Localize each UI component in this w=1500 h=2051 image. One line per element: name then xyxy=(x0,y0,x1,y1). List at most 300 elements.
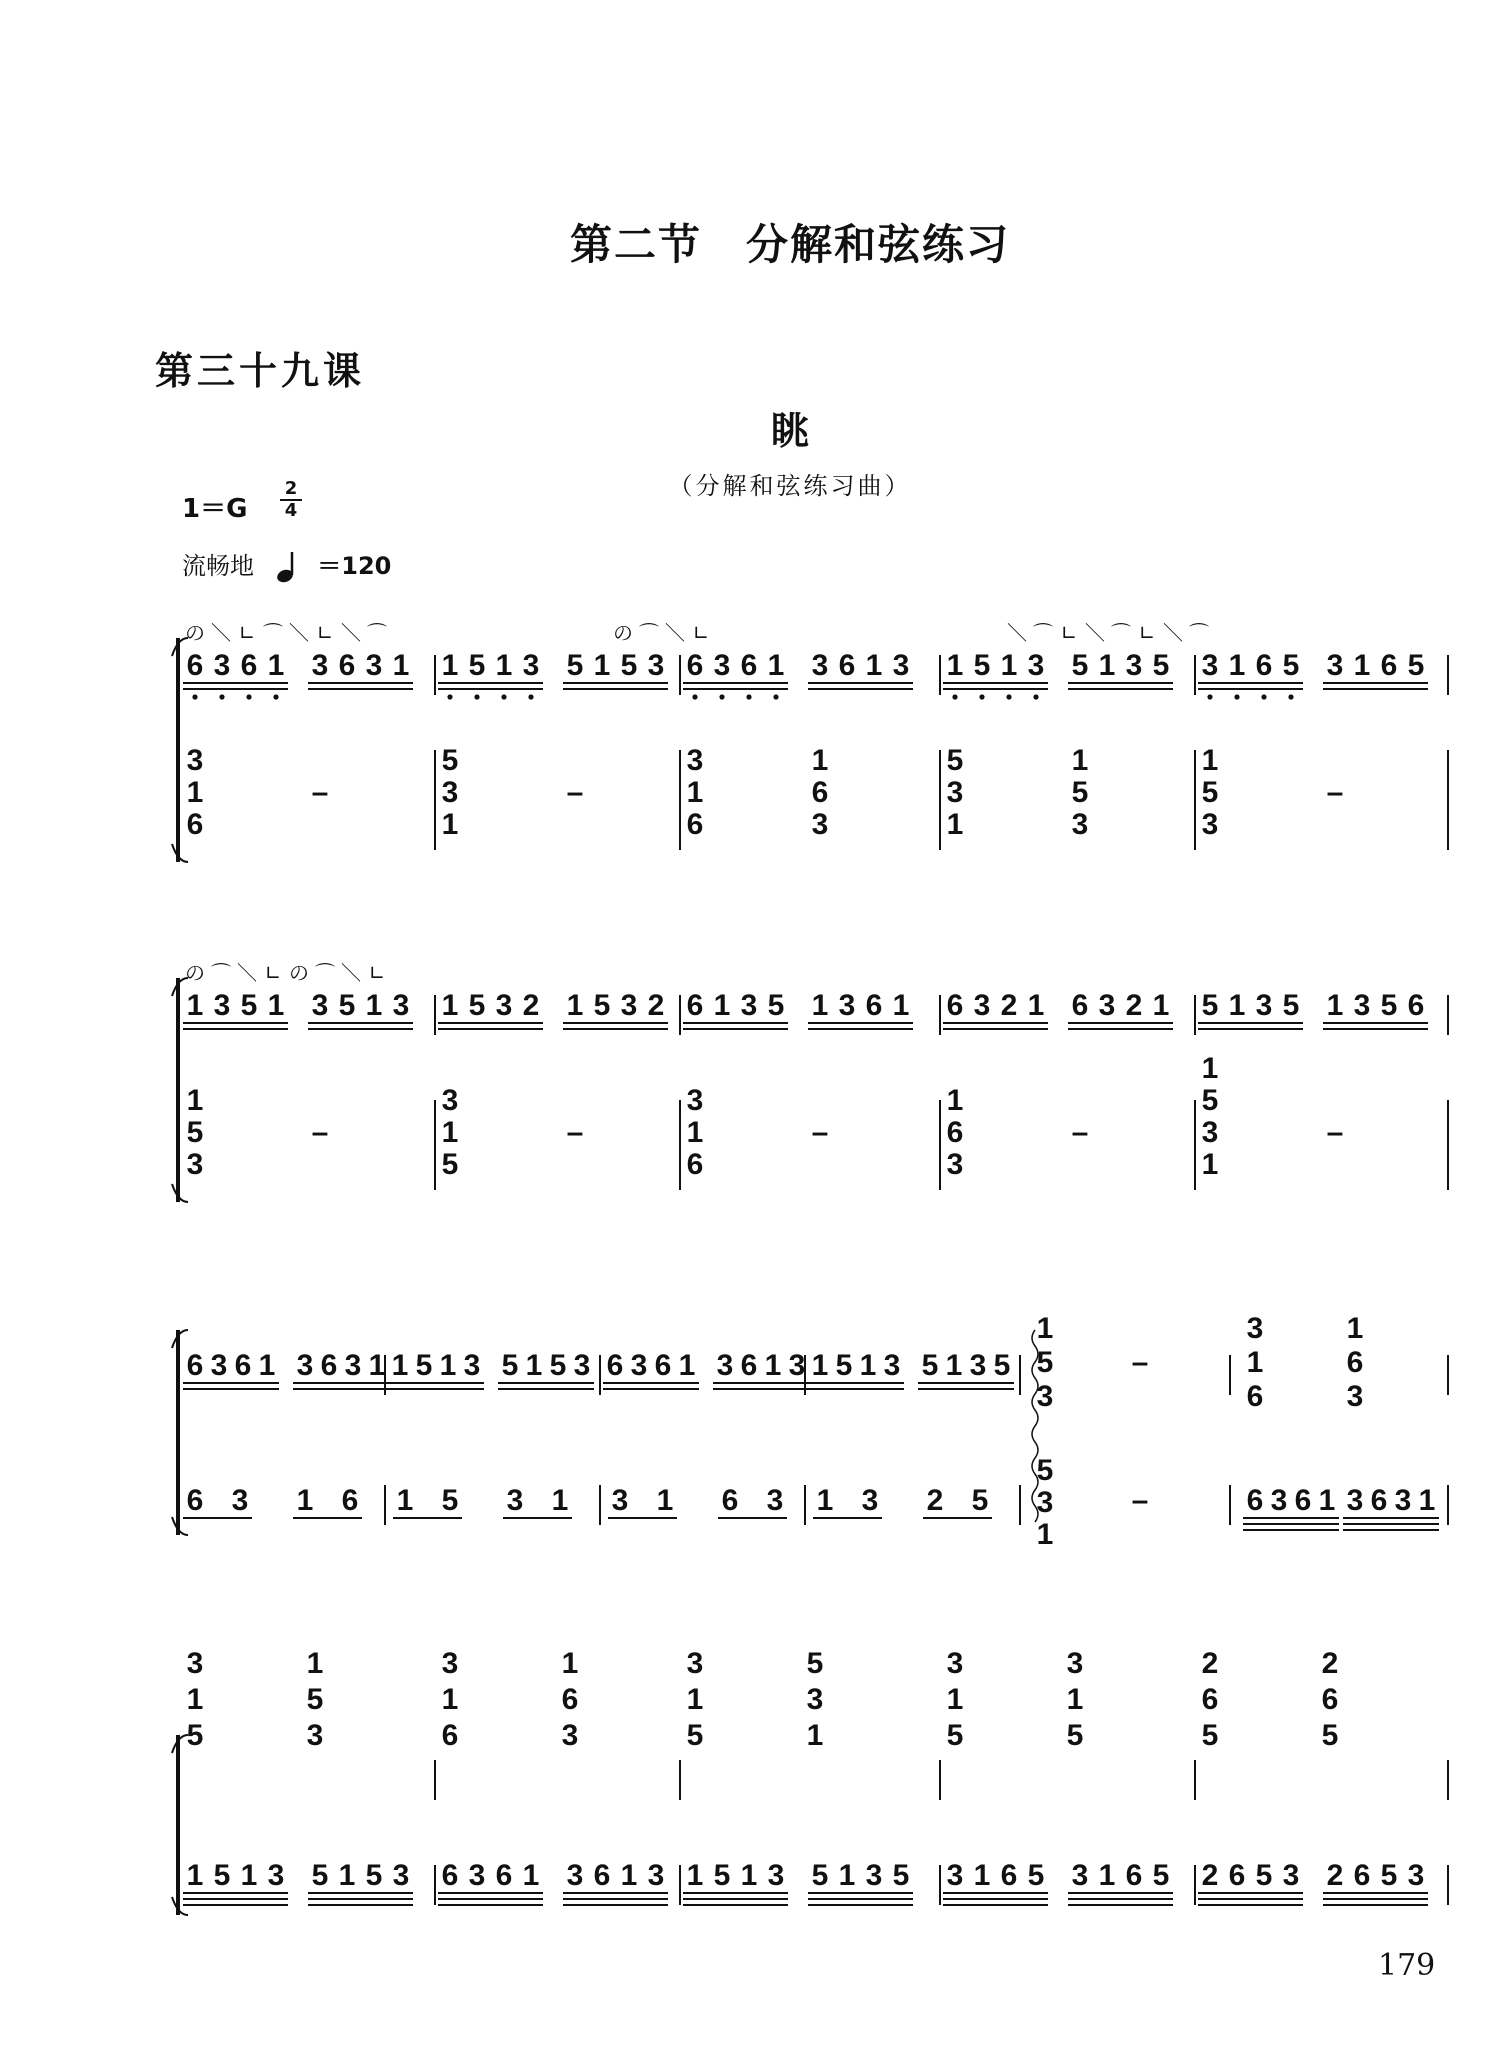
melody-note: 1 xyxy=(1228,989,1246,1022)
key-signature: 1＝G xyxy=(182,494,248,524)
technique-mark: ＼ xyxy=(1007,621,1027,645)
technique-mark: ∟ xyxy=(238,621,256,645)
melody-note: 1 xyxy=(686,1859,704,1892)
sustain-dash: – xyxy=(1131,1346,1149,1379)
chord-note: 1 xyxy=(186,1683,204,1716)
melody-note: 5 xyxy=(365,1859,383,1892)
melody-note: 3 xyxy=(267,1859,285,1892)
melody-note: 1 xyxy=(186,989,204,1022)
melody-note: 3 xyxy=(716,1349,734,1382)
technique-mark: ∟ xyxy=(1060,621,1078,645)
chord-note: 5 xyxy=(946,744,964,777)
melody-note: 3 xyxy=(788,1349,806,1382)
low-octave-dot xyxy=(219,694,224,699)
chord-note: 3 xyxy=(1066,1647,1084,1680)
chord-note: 2 xyxy=(1321,1647,1339,1680)
bass-note: 1 xyxy=(296,1484,314,1517)
melody-note: 3 xyxy=(468,1859,486,1892)
melody-note: 5 xyxy=(468,649,486,682)
melody-note: 1 xyxy=(620,1859,638,1892)
melody-note: 6 xyxy=(1125,1859,1143,1892)
chord-note: 5 xyxy=(441,1148,459,1181)
melody-note: 3 xyxy=(1407,1859,1425,1892)
chord-note: 1 xyxy=(806,1719,824,1752)
chord-note: 5 xyxy=(1321,1719,1339,1752)
melody-note: 5 xyxy=(311,1859,329,1892)
melody-note: 3 xyxy=(811,649,829,682)
lesson-title: 第三十九课 xyxy=(155,348,366,393)
melody-note: 1 xyxy=(267,989,285,1022)
chord-note: 1 xyxy=(441,808,459,841)
low-octave-dot xyxy=(1006,694,1011,699)
melody-note: 6 xyxy=(1353,1859,1371,1892)
bass-note: 3 xyxy=(231,1484,249,1517)
melody-note: 3 xyxy=(1270,1484,1288,1517)
melody-note: 1 xyxy=(392,649,410,682)
melody-note: 3 xyxy=(883,1349,901,1382)
chord-note: 3 xyxy=(441,1084,459,1117)
technique-mark: ＼ xyxy=(665,621,685,645)
melody-note: 6 xyxy=(1294,1484,1312,1517)
melody-note: 6 xyxy=(740,1349,758,1382)
melody-note: 3 xyxy=(892,649,910,682)
melody-note: 1 xyxy=(338,1859,356,1892)
chord-note: 5 xyxy=(306,1683,324,1716)
technique-mark: ∟ xyxy=(692,621,710,645)
melody-note: 3 xyxy=(344,1349,362,1382)
melody-note: 3 xyxy=(1125,649,1143,682)
time-signature-bottom: 4 xyxy=(284,500,298,521)
melody-note: 3 xyxy=(767,1859,785,1892)
chord-note: 1 xyxy=(186,776,204,809)
chord-note: 5 xyxy=(806,1647,824,1680)
chord-note: 6 xyxy=(441,1719,459,1752)
chord-note: 6 xyxy=(811,776,829,809)
bass-note: 3 xyxy=(611,1484,629,1517)
melody-note: 3 xyxy=(573,1349,591,1382)
chord-note: 5 xyxy=(186,1719,204,1752)
chord-note: 1 xyxy=(306,1647,324,1680)
bass-note: 1 xyxy=(551,1484,569,1517)
melody-note: 1 xyxy=(1152,989,1170,1022)
low-octave-dot xyxy=(979,694,984,699)
low-octave-dot xyxy=(1288,694,1293,699)
low-octave-dot xyxy=(773,694,778,699)
melody-note: 3 xyxy=(1255,989,1273,1022)
technique-mark: ⌒ xyxy=(1189,621,1209,645)
melody-note: 3 xyxy=(740,989,758,1022)
melody-note: 3 xyxy=(969,1349,987,1382)
page-number: 179 xyxy=(1378,1948,1436,1983)
low-octave-dot xyxy=(746,694,751,699)
melody-note: 1 xyxy=(593,649,611,682)
chord-note: 1 xyxy=(946,1084,964,1117)
low-octave-dot xyxy=(474,694,479,699)
score-system-2 xyxy=(0,940,1500,1210)
chord-note: 5 xyxy=(686,1719,704,1752)
melody-note: 6 xyxy=(1370,1484,1388,1517)
melody-note: 5 xyxy=(973,649,991,682)
chord-note: 6 xyxy=(686,808,704,841)
melody-note: 1 xyxy=(1000,649,1018,682)
melody-note: 5 xyxy=(566,649,584,682)
bass-note: 5 xyxy=(971,1484,989,1517)
melody-note: 1 xyxy=(1027,989,1045,1022)
technique-mark: ⌒ xyxy=(639,621,659,645)
melody-note: 6 xyxy=(234,1349,252,1382)
melody-note: 1 xyxy=(368,1349,386,1382)
chord-note: 1 xyxy=(1036,1312,1054,1345)
chord-note: 3 xyxy=(811,808,829,841)
melody-note: 1 xyxy=(1318,1484,1336,1517)
melody-note: 6 xyxy=(1000,1859,1018,1892)
melody-note: 1 xyxy=(740,1859,758,1892)
bass-note: 3 xyxy=(766,1484,784,1517)
melody-note: 3 xyxy=(392,989,410,1022)
melody-note: 1 xyxy=(1228,649,1246,682)
melody-note: 1 xyxy=(267,649,285,682)
melody-note: 3 xyxy=(365,649,383,682)
melody-note: 5 xyxy=(1071,649,1089,682)
technique-mark: ∟ xyxy=(264,961,282,985)
melody-note: 1 xyxy=(566,989,584,1022)
melody-note: 1 xyxy=(1418,1484,1436,1517)
melody-note: 1 xyxy=(892,989,910,1022)
chord-note: 1 xyxy=(1201,1052,1219,1085)
melody-note: 1 xyxy=(713,989,731,1022)
chord-note: 3 xyxy=(1071,808,1089,841)
melody-note: 3 xyxy=(311,649,329,682)
sustain-dash: – xyxy=(566,776,584,809)
melody-note: 1 xyxy=(441,989,459,1022)
melody-note: 5 xyxy=(415,1349,433,1382)
melody-note: 6 xyxy=(1255,649,1273,682)
melody-note: 6 xyxy=(186,649,204,682)
melody-note: 3 xyxy=(1071,1859,1089,1892)
melody-note: 5 xyxy=(835,1349,853,1382)
melody-note: 1 xyxy=(391,1349,409,1382)
melody-note: 3 xyxy=(630,1349,648,1382)
chord-note: 1 xyxy=(1246,1346,1264,1379)
melody-note: 6 xyxy=(946,989,964,1022)
melody-note: 6 xyxy=(1071,989,1089,1022)
melody-note: 5 xyxy=(921,1349,939,1382)
technique-mark: ＼ xyxy=(341,621,361,645)
bass-note: 6 xyxy=(341,1484,359,1517)
melody-note: 3 xyxy=(1282,1859,1300,1892)
melody-note: 6 xyxy=(606,1349,624,1382)
chord-note: 3 xyxy=(946,1647,964,1680)
subtitle: （分解和弦练习曲） xyxy=(668,472,912,500)
chord-note: 1 xyxy=(441,1116,459,1149)
low-octave-dot xyxy=(1033,694,1038,699)
chord-note: 5 xyxy=(1036,1454,1054,1487)
melody-note: 1 xyxy=(946,649,964,682)
low-octave-dot xyxy=(1207,694,1212,699)
melody-note: 6 xyxy=(686,649,704,682)
chord-note: 1 xyxy=(811,744,829,777)
chord-note: 6 xyxy=(561,1683,579,1716)
score-system-4 xyxy=(0,1625,1500,1925)
chord-note: 5 xyxy=(186,1116,204,1149)
chord-note: 1 xyxy=(441,1683,459,1716)
melody-note: 3 xyxy=(1201,649,1219,682)
technique-mark: ＼ xyxy=(1163,621,1183,645)
song-title: 眺 xyxy=(770,409,809,453)
chord-note: 1 xyxy=(186,1084,204,1117)
chord-note: 1 xyxy=(686,776,704,809)
chord-note: 3 xyxy=(946,776,964,809)
chord-note: 5 xyxy=(946,1719,964,1752)
chord-note: 1 xyxy=(1071,744,1089,777)
chord-note: 3 xyxy=(686,1084,704,1117)
sustain-dash: – xyxy=(1326,776,1344,809)
technique-mark: ∟ xyxy=(316,621,334,645)
melody-note: 1 xyxy=(1098,1859,1116,1892)
melody-note: 2 xyxy=(1326,1859,1344,1892)
melody-note: 2 xyxy=(1000,989,1018,1022)
chord-note: 3 xyxy=(946,1148,964,1181)
score-system-1 xyxy=(0,600,1500,870)
chord-note: 1 xyxy=(1066,1683,1084,1716)
tempo-text: 流畅地 xyxy=(182,552,254,580)
melody-note: 3 xyxy=(213,649,231,682)
melody-note: 3 xyxy=(1098,989,1116,1022)
time-signature-top: 2 xyxy=(284,478,298,499)
chord-note: 1 xyxy=(946,808,964,841)
melody-note: 5 xyxy=(501,1349,519,1382)
melody-note: 1 xyxy=(240,1859,258,1892)
low-octave-dot xyxy=(273,694,278,699)
melody-note: 1 xyxy=(258,1349,276,1382)
bass-note: 2 xyxy=(926,1484,944,1517)
melody-note: 1 xyxy=(439,1349,457,1382)
chord-note: 3 xyxy=(186,1647,204,1680)
melody-note: 2 xyxy=(1201,1859,1219,1892)
melody-note: 1 xyxy=(945,1349,963,1382)
melody-note: 3 xyxy=(213,989,231,1022)
chord-note: 5 xyxy=(1201,1719,1219,1752)
melody-note: 5 xyxy=(713,1859,731,1892)
low-octave-dot xyxy=(719,694,724,699)
technique-mark: ⌒ xyxy=(1111,621,1131,645)
chord-note: 3 xyxy=(1036,1486,1054,1519)
bass-note: 6 xyxy=(186,1484,204,1517)
melody-note: 5 xyxy=(1201,989,1219,1022)
technique-mark: の xyxy=(289,961,309,985)
technique-mark: ∟ xyxy=(1138,621,1156,645)
chord-note: 3 xyxy=(561,1719,579,1752)
low-octave-dot xyxy=(1261,694,1266,699)
low-octave-dot xyxy=(192,694,197,699)
melody-note: 6 xyxy=(1407,989,1425,1022)
melody-note: 5 xyxy=(1152,649,1170,682)
melody-note: 1 xyxy=(365,989,383,1022)
melody-note: 6 xyxy=(441,1859,459,1892)
technique-mark: の xyxy=(185,621,205,645)
melody-note: 2 xyxy=(647,989,665,1022)
score-system-3 xyxy=(0,1290,1500,1560)
chord-note: 6 xyxy=(1246,1380,1264,1413)
low-octave-dot xyxy=(447,694,452,699)
chord-note: 3 xyxy=(686,744,704,777)
sustain-dash: – xyxy=(311,1116,329,1149)
melody-note: 3 xyxy=(1394,1484,1412,1517)
tempo-marking xyxy=(182,546,391,584)
melody-note: 1 xyxy=(1098,649,1116,682)
melody-note: 1 xyxy=(764,1349,782,1382)
sustain-dash: – xyxy=(1131,1484,1149,1517)
melody-note: 1 xyxy=(1353,649,1371,682)
melody-note: 5 xyxy=(593,989,611,1022)
bass-note: 1 xyxy=(396,1484,414,1517)
chord-note: 6 xyxy=(1346,1346,1364,1379)
sustain-dash: – xyxy=(1071,1116,1089,1149)
melody-note: 3 xyxy=(647,1859,665,1892)
technique-mark: の xyxy=(185,961,205,985)
chord-note: 3 xyxy=(686,1647,704,1680)
melody-note: 6 xyxy=(1228,1859,1246,1892)
section-title: 第二节 分解和弦练习 xyxy=(569,220,1010,269)
chord-note: 1 xyxy=(1201,744,1219,777)
melody-note: 3 xyxy=(311,989,329,1022)
chord-note: 1 xyxy=(946,1683,964,1716)
melody-note: 3 xyxy=(463,1349,481,1382)
melody-note: 1 xyxy=(865,649,883,682)
melody-note: 6 xyxy=(654,1349,672,1382)
melody-note: 1 xyxy=(811,989,829,1022)
melody-note: 3 xyxy=(647,649,665,682)
melody-note: 5 xyxy=(892,1859,910,1892)
bass-note: 3 xyxy=(861,1484,879,1517)
melody-note: 3 xyxy=(713,649,731,682)
melody-note: 6 xyxy=(593,1859,611,1892)
chord-note: 1 xyxy=(1346,1312,1364,1345)
sustain-dash: – xyxy=(1326,1116,1344,1149)
melody-note: 2 xyxy=(522,989,540,1022)
melody-note: 5 xyxy=(1407,649,1425,682)
melody-note: 6 xyxy=(1380,649,1398,682)
tempo-bpm: ＝120 xyxy=(317,552,392,580)
melody-note: 1 xyxy=(525,1349,543,1382)
melody-note: 1 xyxy=(838,1859,856,1892)
sustain-dash: – xyxy=(811,1116,829,1149)
chord-note: 3 xyxy=(1036,1380,1054,1413)
melody-note: 3 xyxy=(566,1859,584,1892)
melody-note: 5 xyxy=(1255,1859,1273,1892)
melody-note: 6 xyxy=(1246,1484,1264,1517)
low-octave-dot xyxy=(692,694,697,699)
melody-note: 5 xyxy=(549,1349,567,1382)
melody-note: 6 xyxy=(495,1859,513,1892)
chord-note: 5 xyxy=(1201,1084,1219,1117)
technique-mark: ＼ xyxy=(237,961,257,985)
melody-note: 6 xyxy=(338,649,356,682)
melody-note: 1 xyxy=(767,649,785,682)
melody-note: 5 xyxy=(811,1859,829,1892)
technique-mark: ⌒ xyxy=(211,961,231,985)
melody-note: 3 xyxy=(210,1349,228,1382)
chord-note: 2 xyxy=(1201,1647,1219,1680)
time-signature xyxy=(280,480,302,520)
chord-note: 6 xyxy=(946,1116,964,1149)
chord-note: 5 xyxy=(1201,776,1219,809)
chord-note: 1 xyxy=(686,1683,704,1716)
chord-note: 1 xyxy=(1201,1148,1219,1181)
melody-note: 1 xyxy=(186,1859,204,1892)
melody-note: 5 xyxy=(767,989,785,1022)
technique-mark: ＼ xyxy=(341,961,361,985)
technique-mark: ＼ xyxy=(1085,621,1105,645)
melody-note: 3 xyxy=(1353,989,1371,1022)
melody-note: 5 xyxy=(620,649,638,682)
chord-note: 3 xyxy=(1246,1312,1264,1345)
melody-note: 1 xyxy=(495,649,513,682)
chord-note: 3 xyxy=(1201,1116,1219,1149)
technique-mark: ⌒ xyxy=(263,621,283,645)
melody-note: 6 xyxy=(320,1349,338,1382)
technique-mark: ⌒ xyxy=(315,961,335,985)
chord-note: 3 xyxy=(306,1719,324,1752)
melody-note: 6 xyxy=(240,649,258,682)
chord-note: 3 xyxy=(441,1647,459,1680)
technique-mark: ＼ xyxy=(289,621,309,645)
chord-note: 1 xyxy=(686,1116,704,1149)
melody-note: 1 xyxy=(811,1349,829,1382)
melody-note: 6 xyxy=(740,649,758,682)
chord-note: 3 xyxy=(806,1683,824,1716)
technique-mark: ＼ xyxy=(211,621,231,645)
melody-note: 3 xyxy=(495,989,513,1022)
chord-note: 6 xyxy=(686,1148,704,1181)
melody-note: 1 xyxy=(1326,989,1344,1022)
chord-note: 5 xyxy=(1066,1719,1084,1752)
chord-note: 3 xyxy=(1346,1380,1364,1413)
melody-note: 5 xyxy=(338,989,356,1022)
technique-mark: ∟ xyxy=(368,961,386,985)
bass-note: 6 xyxy=(721,1484,739,1517)
melody-note: 5 xyxy=(468,989,486,1022)
melody-note: 2 xyxy=(1125,989,1143,1022)
chord-note: 3 xyxy=(186,744,204,777)
melody-note: 3 xyxy=(392,1859,410,1892)
melody-note: 5 xyxy=(993,1349,1011,1382)
melody-note: 5 xyxy=(213,1859,231,1892)
melody-note: 5 xyxy=(1027,1859,1045,1892)
bass-note: 3 xyxy=(506,1484,524,1517)
melody-note: 1 xyxy=(522,1859,540,1892)
melody-note: 3 xyxy=(1326,649,1344,682)
melody-note: 3 xyxy=(973,989,991,1022)
technique-mark: の xyxy=(613,621,633,645)
melody-note: 1 xyxy=(973,1859,991,1892)
melody-note: 5 xyxy=(1380,1859,1398,1892)
low-octave-dot xyxy=(952,694,957,699)
technique-mark: ⌒ xyxy=(1033,621,1053,645)
melody-note: 5 xyxy=(1380,989,1398,1022)
chord-note: 3 xyxy=(1201,808,1219,841)
sustain-dash: – xyxy=(566,1116,584,1149)
melody-note: 3 xyxy=(946,1859,964,1892)
melody-note: 1 xyxy=(678,1349,696,1382)
melody-note: 3 xyxy=(1027,649,1045,682)
chord-note: 5 xyxy=(441,744,459,777)
melody-note: 5 xyxy=(1282,989,1300,1022)
melody-note: 3 xyxy=(522,649,540,682)
bass-note: 1 xyxy=(656,1484,674,1517)
sustain-dash: – xyxy=(311,776,329,809)
chord-note: 1 xyxy=(561,1647,579,1680)
